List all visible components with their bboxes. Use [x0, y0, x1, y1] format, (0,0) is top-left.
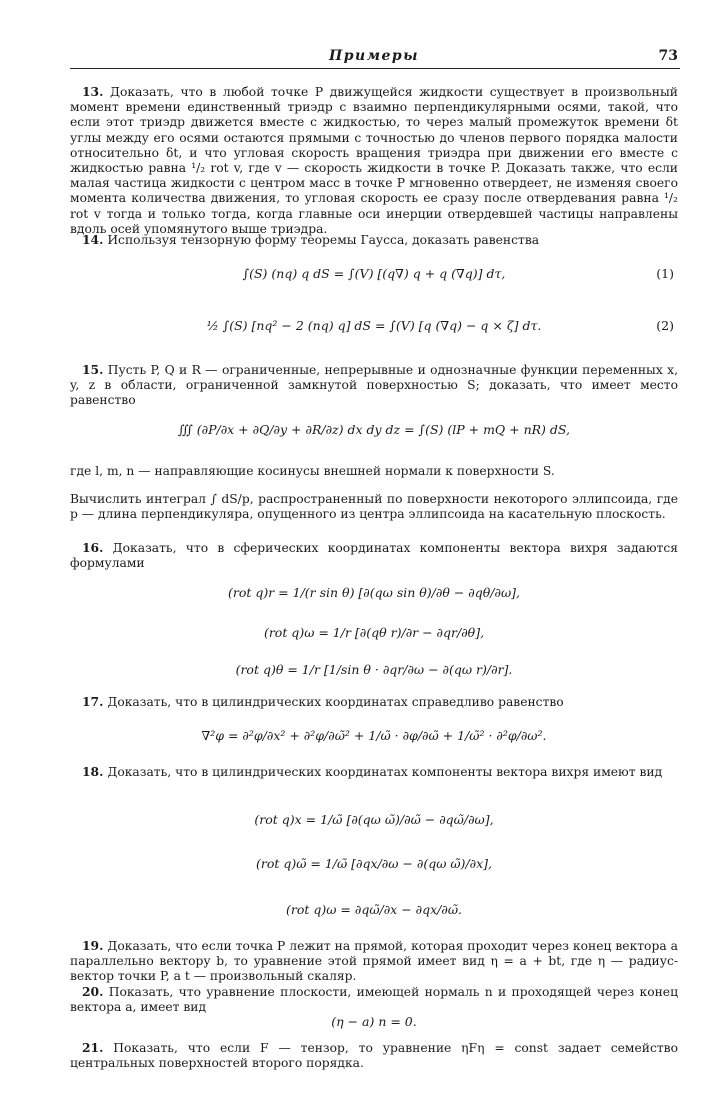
problem-15-note	[70, 464, 678, 479]
equation-text: (rot q)ω̃ = 1/ω̃ [∂qx/∂ω − ∂(qω ω̃)/∂x],	[255, 856, 493, 871]
page-header	[70, 48, 678, 70]
equation-gauss	[70, 422, 678, 438]
problem-text: Показать, что если F — тензор, то уравнение ηFη = const задает семейство центральных поверхностей второго порядка.	[70, 1041, 678, 1071]
equation-rot-omega	[70, 625, 678, 641]
problem-17	[70, 694, 678, 710]
problem-15-extra	[70, 492, 678, 522]
equation-text: ∭ (∂P/∂x + ∂Q/∂y + ∂R/∂z) dx dy dz = ∫(S) (lP + mQ + nR) dS,	[177, 422, 570, 437]
problem-16	[70, 540, 678, 571]
equation-text: (rot q)ω = 1/r [∂(qθ r)/∂r − ∂qr/∂θ],	[263, 625, 485, 640]
equation-rot-r	[70, 585, 678, 601]
problem-15	[70, 362, 678, 409]
header-rule	[70, 68, 680, 69]
problem-14	[70, 232, 678, 248]
equation-text: (rot q)x = 1/ω̃ [∂(qω ω̃)/∂ω̃ − ∂qω̃/∂ω],	[254, 812, 494, 827]
problem-19	[70, 938, 678, 985]
problem-number: 17.	[82, 694, 104, 709]
problem-text: Показать, что уравнение плоскости, имеющей нормаль n и проходящей через конец вектора a, имеет вид	[70, 985, 678, 1015]
equation-2	[70, 318, 678, 334]
page-number: 73	[658, 48, 678, 64]
equation-cyl-omega-tilde	[70, 856, 678, 872]
problem-text: Доказать, что в любой точке P движущейся жидкости существует в произвольный момент времени единственный триэдр с взаимно перпендикулярными осями, такой, что если этот триэдр движется вместе с жидкостью, то через малый промежуток времени δt углы между его осями остаются прямыми с точностью до членов первого порядка малости относительно δt, и что угловая скорость вращения триэдра при движении его вместе с жидкостью равна ¹/₂ rot v, где v — скорость жидкости в точке P. Доказать также, что если малая частица жидкости с центром масс в точке P мгновенно отвердеет, не изменяя своего момента количества движения, то угловая скорость ее сразу после отвердевания равна ¹/₂ rot v тогда и только тогда, когда главные оси инерции отвердевшей частицы направлены вдоль осей упомянутого выше триэдра.	[70, 85, 678, 236]
problem-20	[70, 984, 678, 1015]
equation-tag: (2)	[656, 318, 674, 333]
equation-text: ∫(S) (nq) q dS = ∫(V) [(q∇) q + q (∇q)] dτ,	[242, 266, 506, 281]
problem-text: Пусть P, Q и R — ограниченные, непрерывные и однозначные функции переменных x, y, z в области, ограниченной замкнутой поверхностью S; доказать, что имеет место равенство	[70, 363, 678, 408]
problem-21	[70, 1040, 678, 1071]
running-title: Примеры	[329, 48, 419, 64]
problem-text: Используя тензорную форму теоремы Гаусса, доказать равенства	[107, 233, 540, 247]
equation-text: ½ ∫(S) [nq² − 2 (nq) q] dS = ∫(V) [q (∇q) − q × ζ] dτ.	[206, 318, 542, 333]
equation-laplacian	[70, 728, 678, 744]
extra-text: Вычислить интеграл ∫ dS/p, распространенный по поверхности некоторого эллипсоида, где p — длина перпендикуляра, опущенного из центра эллипсоида на касательную плоскость.	[70, 492, 678, 522]
problem-number: 18.	[82, 764, 104, 779]
problem-18	[70, 764, 678, 780]
problem-number: 16.	[82, 540, 104, 555]
problem-number: 20.	[82, 984, 104, 999]
equation-text: (η − a) n = 0.	[331, 1014, 417, 1029]
equation-plane	[70, 1014, 678, 1030]
note-text: где l, m, n — направляющие косинусы внешней нормали к поверхности S.	[70, 464, 555, 478]
equation-text: (rot q)ω = ∂qω̃/∂x − ∂qx/∂ω̃.	[285, 902, 463, 917]
equation-text: ∇²φ = ∂²φ/∂x² + ∂²φ/∂ω̃² + 1/ω̃ · ∂φ/∂ω̃ + 1/ω̃² · ∂²φ/∂ω².	[201, 728, 547, 743]
problem-text: Доказать, что в цилиндрических координатах компоненты вектора вихря имеют вид	[107, 765, 663, 779]
problem-text: Доказать, что в цилиндрических координатах справедливо равенство	[107, 695, 564, 709]
problem-text: Доказать, что в сферических координатах компоненты вектора вихря задаются формулами	[70, 541, 678, 571]
equation-rot-theta	[70, 662, 678, 678]
problem-number: 14.	[82, 232, 104, 247]
equation-1	[70, 266, 678, 282]
problem-text: Доказать, что если точка P лежит на прямой, которая проходит через конец вектора a параллельно вектору b, то уравнение этой прямой имеет вид η = a + bt, где η — радиус-вектор точки P, а t — произвольный скаляр.	[70, 939, 678, 984]
problem-number: 21.	[82, 1040, 104, 1055]
problem-number: 15.	[82, 362, 104, 377]
problem-number: 19.	[82, 938, 104, 953]
equation-text: (rot q)θ = 1/r [1/sin θ · ∂qr/∂ω − ∂(qω r)/∂r].	[235, 662, 513, 677]
problem-number: 13.	[82, 84, 104, 99]
equation-cyl-omega	[70, 902, 678, 918]
problem-13	[70, 84, 678, 237]
equation-cyl-x	[70, 812, 678, 828]
equation-text: (rot q)r = 1/(r sin θ) [∂(qω sin θ)/∂θ − ∂qθ/∂ω],	[227, 585, 520, 600]
equation-tag: (1)	[656, 266, 674, 281]
